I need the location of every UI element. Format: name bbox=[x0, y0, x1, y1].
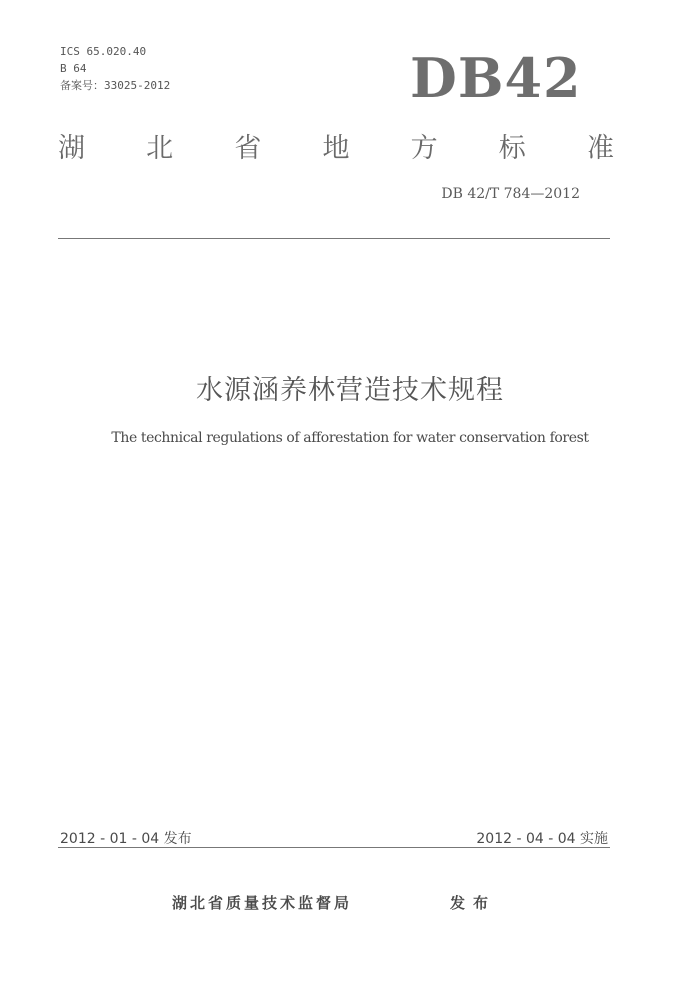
standard-type-char: 准 bbox=[586, 133, 614, 164]
implementation-date: 2012 - 04 - 04 实施 bbox=[476, 831, 608, 847]
standard-type-char: 湖 bbox=[58, 133, 85, 164]
record-number: 备案号：33025-2012 bbox=[60, 79, 171, 92]
publisher-name: 湖北省质量技术监督局 bbox=[172, 894, 353, 912]
ics-code: ICS 65.020.40 bbox=[60, 45, 147, 58]
issue-date: 2012 - 01 - 04 发布 bbox=[60, 831, 192, 847]
publish-label: 发布 bbox=[450, 894, 497, 912]
document-title-chinese: 水源涵养林营造技术规程 bbox=[196, 375, 504, 406]
standard-type-char: 北 bbox=[146, 133, 174, 164]
standard-type-char: 标 bbox=[498, 133, 526, 164]
standard-type-char: 省 bbox=[234, 133, 262, 164]
standard-code: DB42 bbox=[410, 46, 582, 110]
top-divider bbox=[58, 238, 610, 239]
document-title-english: The technical regulations of afforestation for water conservation forest bbox=[111, 430, 589, 446]
bottom-divider bbox=[58, 847, 610, 848]
standard-type-char: 方 bbox=[410, 133, 438, 164]
classification-code: B 64 bbox=[60, 62, 87, 75]
standard-number: DB 42/T 784—2012 bbox=[441, 186, 580, 202]
standard-type bbox=[58, 126, 614, 165]
standard-type-char: 地 bbox=[322, 133, 350, 164]
